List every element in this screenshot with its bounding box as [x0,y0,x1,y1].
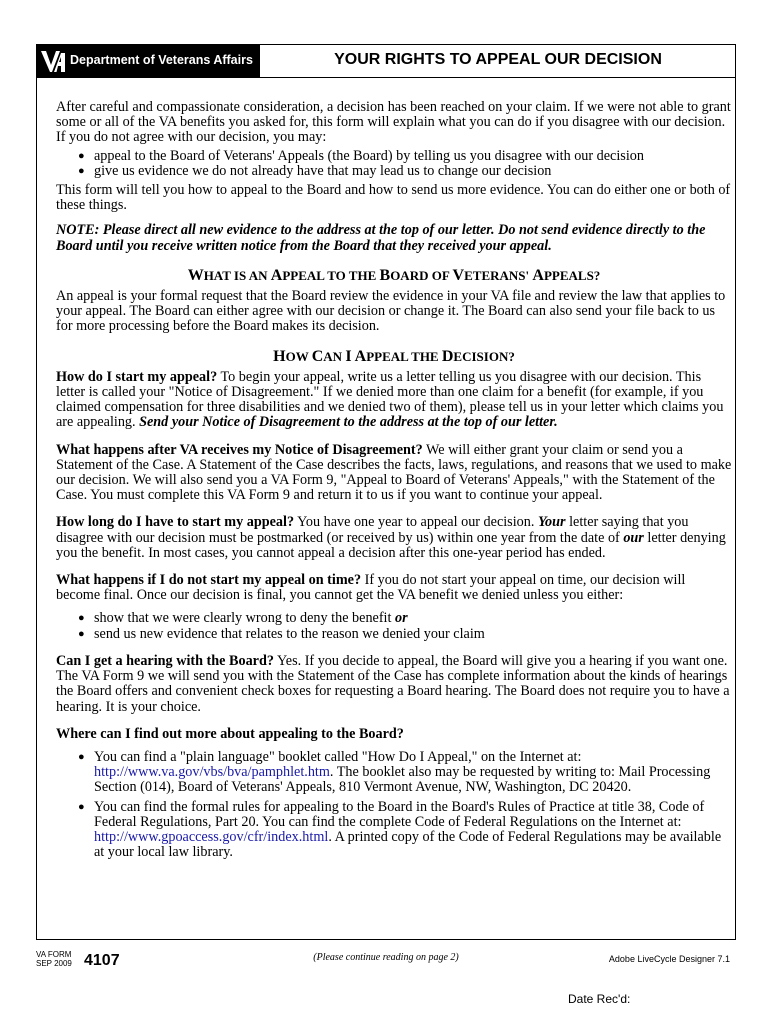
cfr-link[interactable]: http://www.gpoaccess.gov/cfr/index.html [94,828,329,845]
intro-paragraph: After careful and compassionate consideration, a decision has been reached on your claim. If we were not able to grant some or all of the VA benefits you asked for, this form will explain what you can do if you disagree with our decision. If you do not agree with our decision, you may: [56,99,731,146]
section-paragraph: An appeal is your formal request that the Board review the evidence in your VA file and review the law that applies to your appeal. The Board can either agree with our decision or change it. The Board can also send your file back to us for more processing before the Board makes its decision. [56,288,726,335]
list-item: ● show that we were clearly wrong to deny the benefit or [78,611,732,626]
section-heading-how-appeal: HOW CAN I APPEAL THE DECISION? [273,347,515,365]
options-list [56,149,732,179]
list-item: ● You can find the formal rules for appealing to the Board in the Board's Rules of Practice at title 38, Code of Federal Regulations, Part 20. You can find the complete Code of Federal Regulations on the Internet at: http://www.gpoaccess.gov/cfr/index.html. A printed copy of the Code of Federal Regulations may be available at your local law library. [78,800,732,861]
agency-name: Department of Veterans Affairs [70,53,253,67]
list-item: ● appeal to the Board of Veterans' Appeals (the Board) by telling us you disagree with our decision [78,149,732,164]
faq-not-on-time: What happens if I do not start my appeal on time? If you do not start your appeal on time, our decision will become final. Once our decision is final, you cannot get the VA benefit we denied unless you either: [56,572,686,604]
intro-paragraph-2: This form will tell you how to appeal to the Board and how to send us more evidence. You can do either one or both of these things. [56,182,731,214]
list-item: ● send us new evidence that relates to the reason we denied your claim [78,627,732,642]
date-received-label: Date Rec'd: [568,992,631,1006]
faq-how-long: How long do I have to start my appeal? You have one year to appeal our decision. Your letter saying that you disagree with our decision must be postmarked (or received by us) within one year from the date of our letter denying you the benefit. In most cases, you cannot appeal a decision after this one-year period has ended. [56,514,726,561]
faq-hearing: Can I get a hearing with the Board? Yes. If you decide to appeal, the Board will give you a hearing if you want one. The VA Form 9 we will send you with the Statement of the Case has complete information about the kinds of hearings the Board offers and convenient check boxes for requesting a Board hearing. The Board does not require you to have a hearing. It is your choice. [56,652,730,715]
section-heading-what-is-appeal: WHAT IS AN APPEAL TO THE BOARD OF VETERANS' APPEALS? [187,266,601,284]
form-title: YOUR RIGHTS TO APPEAL OUR DECISION [260,44,736,78]
form-number: 4107 [84,952,120,969]
faq-start-appeal: How do I start my appeal? To begin your appeal, write us a letter telling us you disagree with our decision. This letter is called your "Notice of Disagreement." If we denied more than one claim for a benefit (for example, if you claimed compensation for three disabilities and we denied two of them), please tell us in your letter which claims you are appealing. Send your Notice of Disagreement to the address at the top of our letter. [56,368,724,431]
form-header [36,44,736,78]
software-credit: Adobe LiveCycle Designer 7.1 [608,954,730,964]
faq-find-more: Where can I find out more about appealing to the Board? [56,725,404,742]
list-item: ● You can find a "plain language" booklet called "How Do I Appeal," on the Internet at: http://www.va.gov/vbs/bva/pamphlet.htm. The booklet also may be requested by writing to: Mail Processing Section (014), Board of Veterans' Appeals, 810 Vermont Avenue, NW, Washington, DC 20420. [78,750,732,796]
note-paragraph: NOTE: Please direct all new evidence to the address at the top of our letter. Do not send evidence directly to the Board until you receive written notice from the Board that they received your appeal. [56,222,706,254]
continue-note: (Please continue reading on page 2) [313,952,459,963]
form-label: VA FORM SEP 2009 [36,950,72,968]
faq-after-notice: What happens after VA receives my Notice of Disagreement? We will either grant your claim or send you a Statement of the Case. A Statement of the Case describes the facts, laws, regulations, and reasons that we used to make our decision. We will also send you a VA Form 9, "Appeal to Board of Veterans' Appeals," with the Statement of the Case. You must complete this VA Form 9 and return it to us if you want to continue your appeal. [56,441,732,504]
form-footer [36,948,736,978]
booklet-link[interactable]: http://www.va.gov/vbs/bva/pamphlet.htm [94,764,330,781]
agency-banner [36,44,260,78]
not-on-time-list [56,611,732,641]
va-seal-icon [39,47,67,75]
resources-list [56,750,732,860]
form-body [56,100,732,864]
list-item: ● give us evidence we do not already have that may lead us to change our decision [78,164,732,179]
